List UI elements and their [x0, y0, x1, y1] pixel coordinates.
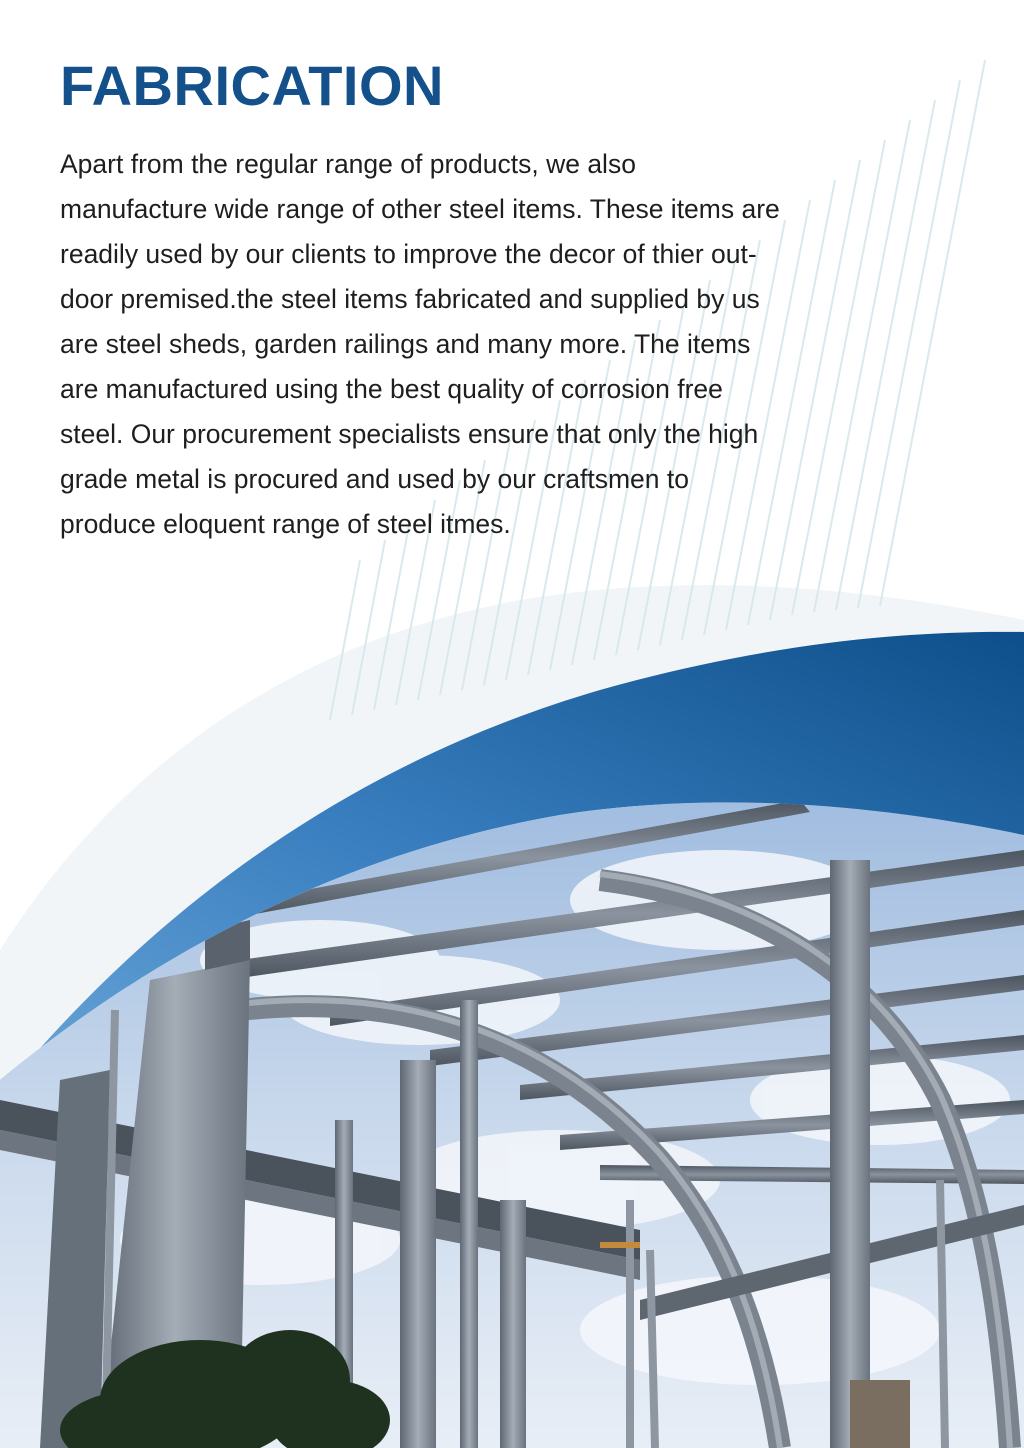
- body-line: produce eloquent range of steel itmes.: [60, 509, 511, 539]
- body-line: grade metal is procured and used by our craftsmen to: [60, 464, 689, 494]
- body-paragraph: [60, 142, 960, 547]
- page-title: FABRICATION: [60, 54, 444, 117]
- body-line: are manufactured using the best quality of corrosion free: [60, 374, 723, 404]
- body-line: readily used by our clients to improve the decor of thier out-: [60, 239, 757, 269]
- body-line: steel. Our procurement specialists ensure that only the high: [60, 419, 759, 449]
- body-line: door premised.the steel items fabricated and supplied by us: [60, 284, 760, 314]
- body-line: manufacture wide range of other steel items. These items are: [60, 194, 780, 224]
- body-line: Apart from the regular range of products, we also: [60, 149, 636, 179]
- body-line: are steel sheds, garden railings and many more. The items: [60, 329, 751, 359]
